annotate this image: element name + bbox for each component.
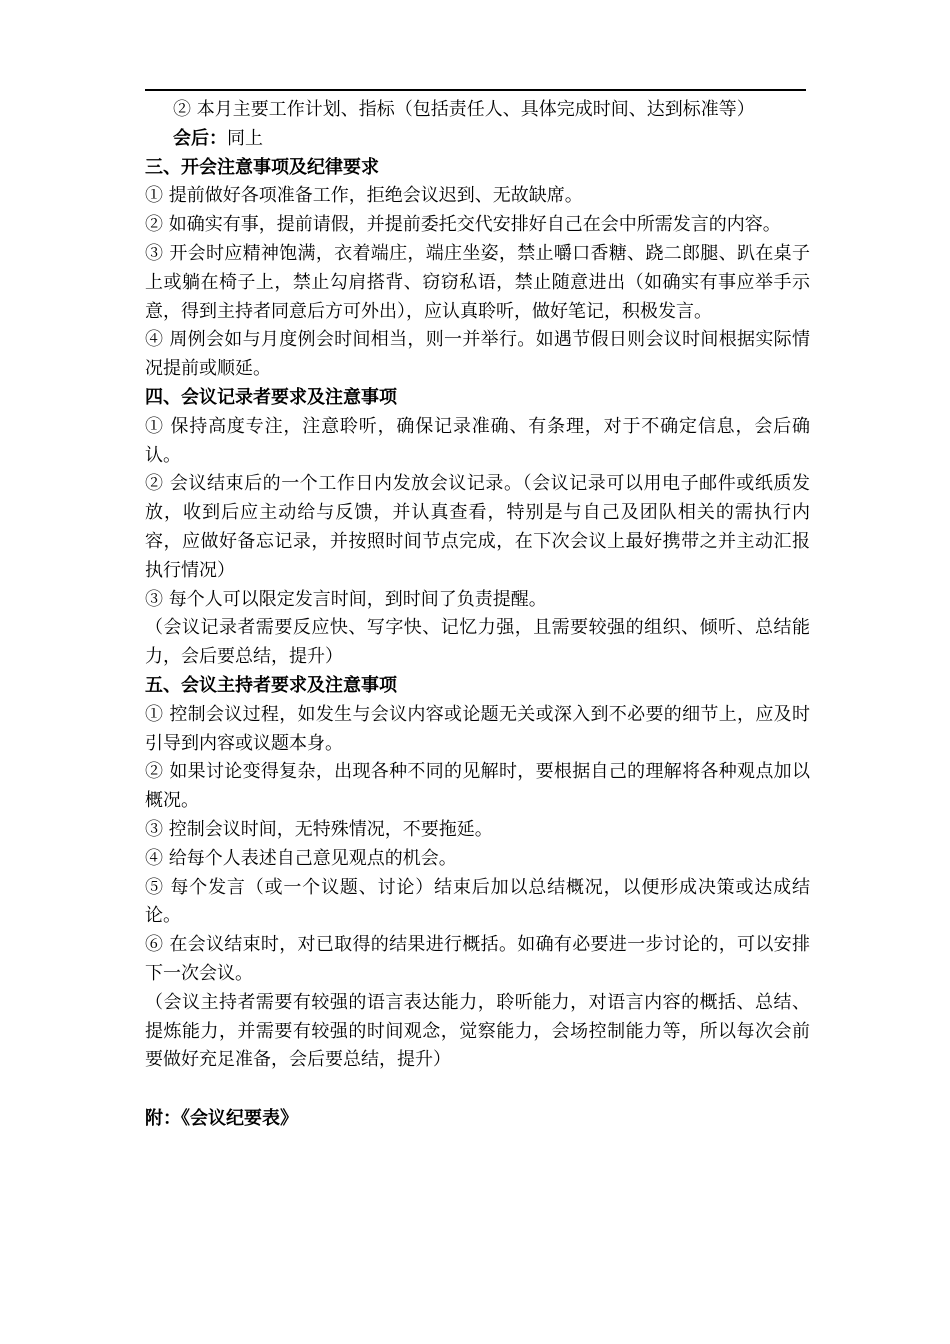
header-rule xyxy=(145,89,806,91)
section-5-item: ③ 控制会议时间，无特殊情况，不要拖延。 xyxy=(145,818,493,840)
section-5-item: ④ 给每个人表述自己意见观点的机会。 xyxy=(145,847,457,869)
section-5-heading: 五、会议主持者要求及注意事项 xyxy=(145,674,397,696)
section-4-item: ② 会议结束后的一个工作日内发放会议记录。（会议记录可以用电子邮件或纸质发放，收到后应主动给与反馈，并认真查看，特别是与自己及团队相关的需执行内容，应做好备忘记录，并按照时间节点完成，在下次会议上最好携带之并主动汇报执行情况） xyxy=(145,473,810,581)
section-3-item: ③ 开会时应精神饱满，衣着端庄，端庄坐姿，禁止嚼口香糖、跷二郎腿、趴在桌子上或躺在椅子上，禁止勾肩搭背、窃窃私语，禁止随意进出（如确实有事应举手示意，得到主持者同意后方可外出），应认真聆听，做好笔记，积极发言。 xyxy=(145,242,810,322)
section-4-note: （会议记录者需要反应快、写字快、记忆力强，且需要较强的组织、倾听、总结能力，会后要总结，提升） xyxy=(145,617,810,668)
appendix-title: 附：《会议纪要表》 xyxy=(145,1108,298,1130)
section-4-item: ① 保持高度专注，注意聆听，确保记录准确、有条理，对于不确定信息，会后确认。 xyxy=(145,415,810,466)
after-meeting-line xyxy=(145,125,810,154)
section-3-item: ④ 周例会如与月度例会时间相当，则一并举行。如遇节假日则会议时间根据实际情况提前或顺延。 xyxy=(145,329,810,380)
section-3-item: ① 提前做好各项准备工作，拒绝会议迟到、无故缺席。 xyxy=(145,185,583,207)
section-4-heading: 四、会议记录者要求及注意事项 xyxy=(145,386,397,408)
section-5-note: （会议主持者需要有较强的语言表达能力，聆听能力，对语言内容的概括、总结、提炼能力，并需要有较强的时间观念，觉察能力，会场控制能力等，所以每次会前要做好充足准备，会后要总结，提升） xyxy=(145,991,810,1071)
spacer xyxy=(145,1075,810,1105)
section-5-item: ⑥ 在会议结束时，对已取得的结果进行概括。如确有必要进一步讨论的，可以安排下一次会议。 xyxy=(145,934,810,984)
document-body xyxy=(145,96,810,1134)
section-3-heading: 三、开会注意事项及纪律要求 xyxy=(145,156,379,178)
after-meeting-text: 同上 xyxy=(227,127,263,149)
section-5-item: ② 如果讨论变得复杂，出现各种不同的见解时，要根据自己的理解将各种观点加以概况。 xyxy=(145,761,810,812)
section-4-item: ③ 每个人可以限定发言时间，到时间了负责提醒。 xyxy=(145,588,547,610)
after-meeting-label: 会后： xyxy=(173,127,227,149)
plan-item-2: ② 本月主要工作计划、指标（包括责任人、具体完成时间、达到标准等） xyxy=(173,99,755,120)
section-3-item: ② 如确实有事，提前请假，并提前委托交代安排好自己在会中所需发言的内容。 xyxy=(145,214,781,236)
section-5-item: ① 控制会议过程，如发生与会议内容或论题无关或深入到不必要的细节上，应及时引导到内容或议题本身。 xyxy=(145,703,810,754)
section-5-item: ⑤ 每个发言（或一个议题、讨论）结束后加以总结概况，以便形成决策或达成结论。 xyxy=(145,876,810,927)
